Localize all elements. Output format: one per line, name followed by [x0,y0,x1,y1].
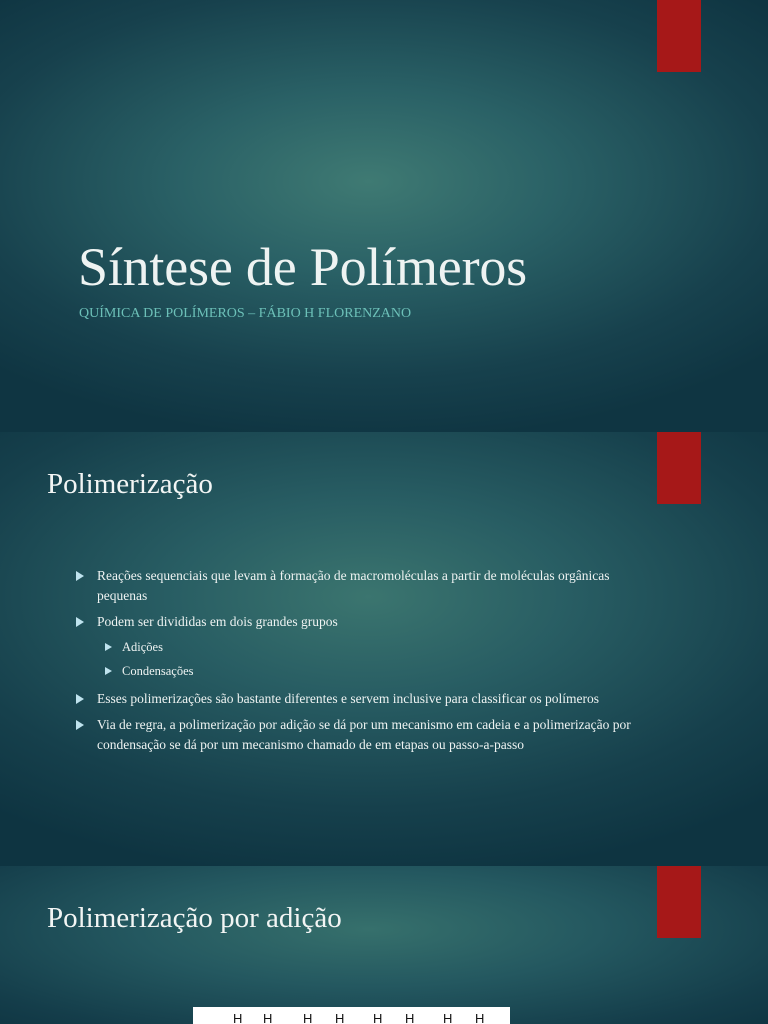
accent-bar [657,0,701,72]
slide-subtitle: QUÍMICA DE POLÍMEROS – FÁBIO H FLORENZANO [79,306,412,321]
bullet-item [76,612,636,682]
bullet-arrow-icon [105,643,112,651]
bullet-list [76,566,636,761]
bullet-text: Esses polimerizações são bastante diferentes e servem inclusive para classificar os polímeros [97,690,599,706]
chem-atom-label: H [475,1011,485,1024]
accent-bar [657,866,701,938]
bullet-item [76,715,636,754]
chem-atom-label: H [405,1011,415,1024]
sub-bullet-item [105,638,636,658]
sub-bullet-text: Condensações [122,664,194,678]
slide-heading: Polimerização [47,468,213,500]
content-slide-polimerizacao-adicao [0,866,768,1024]
chem-atom-label: H [443,1011,453,1024]
accent-bar [657,432,701,504]
bullet-arrow-icon [76,720,84,730]
sub-bullet-item [105,662,636,682]
bullet-text: Podem ser divididas em dois grandes grupos [97,614,338,629]
bullet-arrow-icon [105,667,112,675]
sub-bullet-list [97,638,636,682]
chem-atom-label: H [263,1011,273,1024]
slide-heading: Polimerização por adição [47,902,342,934]
bullet-arrow-icon [76,694,84,704]
chem-atom-label: H [233,1011,243,1024]
bullet-arrow-icon [76,571,84,581]
bullet-arrow-icon [76,617,84,627]
bullet-item [76,689,636,709]
slide-title: Síntese de Polímeros [78,237,527,297]
bullet-text: Reações sequenciais que levam à formação de macromoléculas a partir de moléculas orgânicas pequenas [97,568,610,603]
chem-atom-label: H [373,1011,383,1024]
bullet-text: Via de regra, a polimerização por adição se dá por um mecanismo em cadeia e a polimerização por condensação se dá por um mecanismo chamado de em etapas ou passo-a-passo [97,717,631,752]
chemical-structure-image [193,1007,510,1024]
title-slide [0,0,768,432]
bullet-item [76,566,636,605]
chem-atom-label: H [303,1011,313,1024]
chem-atom-label: H [335,1011,345,1024]
content-slide-polimerizacao [0,432,768,866]
sub-bullet-text: Adições [122,639,163,654]
